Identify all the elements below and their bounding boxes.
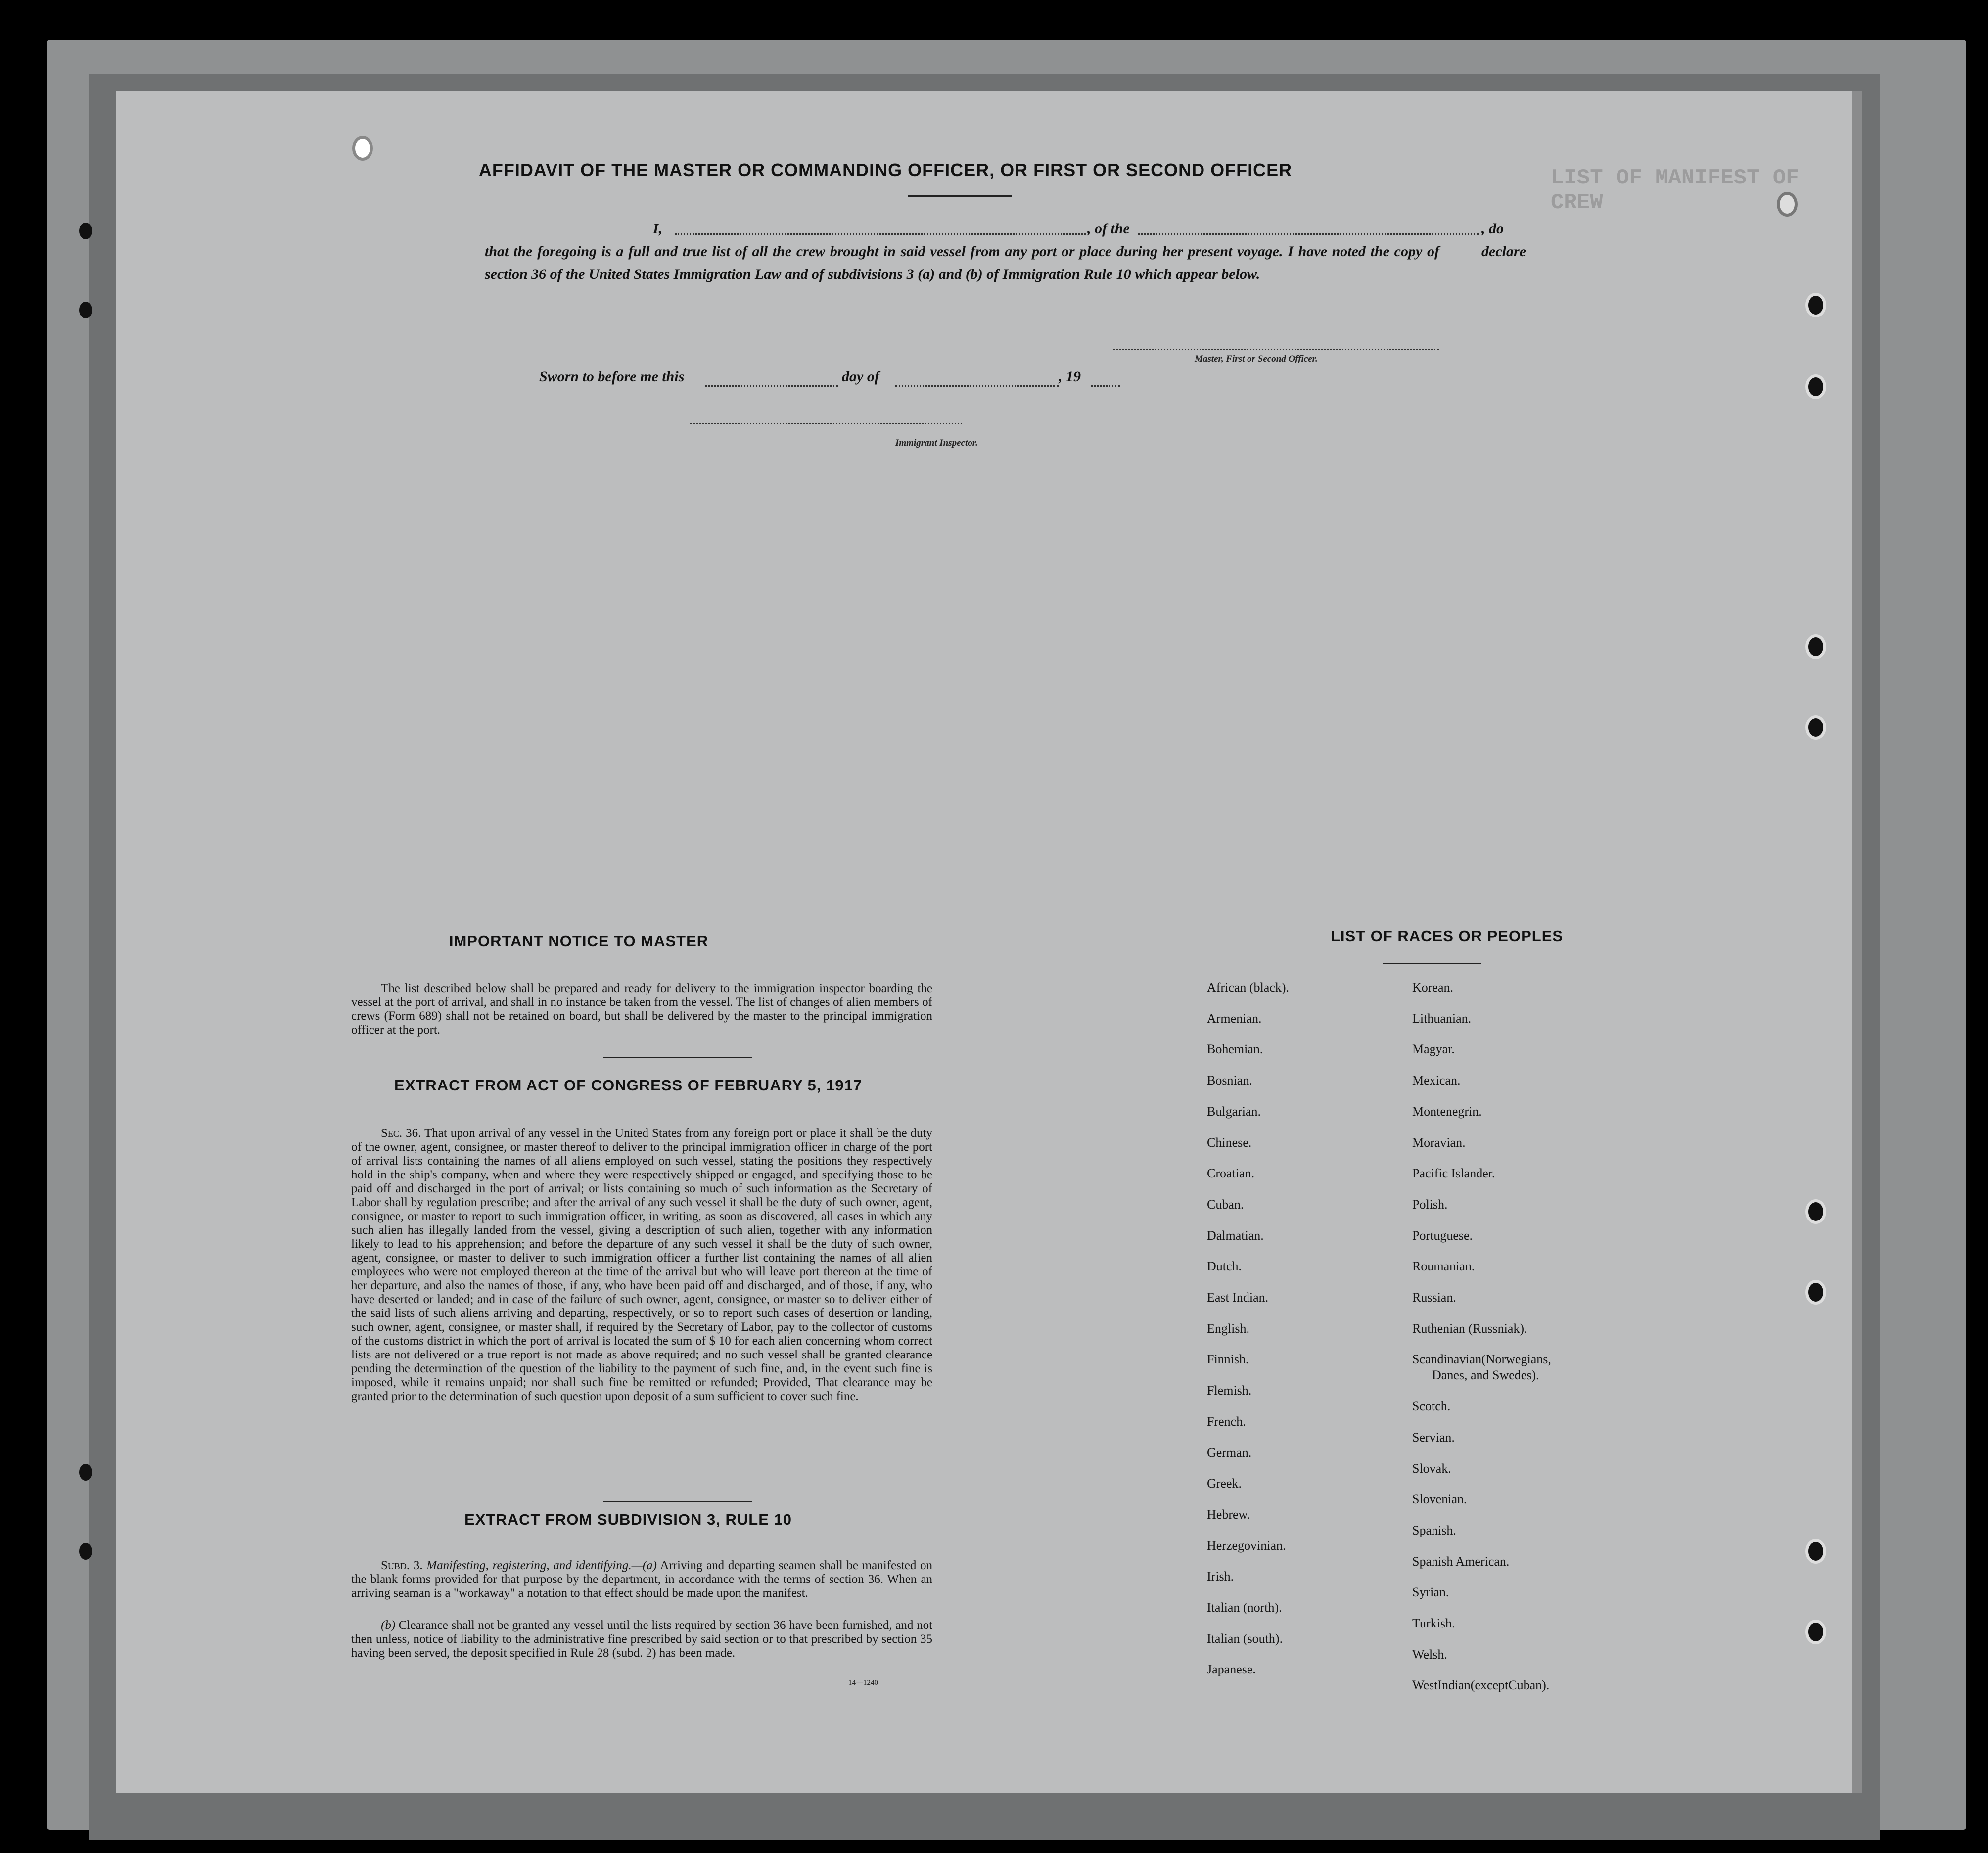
race-item: Japanese. bbox=[1207, 1662, 1256, 1677]
race-item: Servian. bbox=[1412, 1430, 1455, 1445]
rule-text-b-body: Clearance shall not be granted any vessel until the lists required by section 36 have been furnished, and not then unless, notice of liability to the administrative fine prescribed by said section or to that prescribed by section 35 having been served, the deposit specified in Rule 28 (subd. 2) has been made. bbox=[351, 1619, 933, 1660]
race-item: Cuban. bbox=[1207, 1197, 1244, 1212]
race-item: English. bbox=[1207, 1321, 1249, 1336]
rule-title: EXTRACT FROM SUBDIVISION 3, RULE 10 bbox=[464, 1511, 792, 1528]
affidavit-of-the: , of the bbox=[1087, 221, 1130, 237]
race-item: Moravian. bbox=[1412, 1135, 1466, 1150]
race-item: Spanish. bbox=[1412, 1523, 1456, 1537]
rule-subd-label: Subd. 3. bbox=[381, 1559, 423, 1572]
binder-hole bbox=[1805, 634, 1826, 659]
rule-text-b bbox=[351, 1619, 932, 1660]
affidavit-declare: , do declare bbox=[1481, 221, 1526, 260]
race-item: German. bbox=[1207, 1445, 1252, 1460]
race-item: African (black). bbox=[1207, 980, 1290, 994]
binder-hole bbox=[1805, 1620, 1826, 1644]
race-item: Lithuanian. bbox=[1412, 1011, 1472, 1026]
binder-hole bbox=[1805, 374, 1826, 399]
sworn-text: Sworn to before me this bbox=[539, 368, 685, 385]
inspector-caption: Immigrant Inspector. bbox=[895, 438, 978, 448]
race-item: Korean. bbox=[1412, 980, 1454, 994]
race-item: Italian (north). bbox=[1207, 1600, 1282, 1615]
race-item: Roumanian. bbox=[1412, 1259, 1475, 1274]
race-item: Chinese. bbox=[1207, 1135, 1252, 1150]
race-item: Pacific Islander. bbox=[1412, 1166, 1495, 1181]
binder-hole bbox=[1805, 293, 1826, 317]
race-item: Russian. bbox=[1412, 1290, 1456, 1305]
race-item: Montenegrin. bbox=[1412, 1104, 1482, 1119]
act-sec-label: Sec. 36. bbox=[381, 1127, 421, 1140]
race-item: Slovenian. bbox=[1412, 1492, 1467, 1507]
form-number: 14—1240 bbox=[848, 1679, 878, 1687]
affidavit-title: AFFIDAVIT OF THE MASTER OR COMMANDING OFFICER, OR FIRST OR SECOND OFFICER bbox=[478, 160, 1293, 180]
race-item: Mexican. bbox=[1412, 1073, 1461, 1088]
day-of-text: day of bbox=[842, 368, 879, 385]
act-title: EXTRACT FROM ACT OF CONGRESS OF FEBRUARY 5, 1917 bbox=[394, 1077, 862, 1094]
vessel-field[interactable] bbox=[1138, 233, 1479, 235]
rule-text-a bbox=[351, 1559, 932, 1600]
race-item: Dutch. bbox=[1207, 1259, 1242, 1274]
notice-title: IMPORTANT NOTICE TO MASTER bbox=[449, 932, 709, 949]
race-item: Italian (south). bbox=[1207, 1631, 1283, 1646]
affidavit-text: that the foregoing is a full and true list of all the crew brought in said vessel from any port or place during her present voyage. I have noted the copy of section 36 of the United States Immigration Law and of subdivisions 3 (a) and (b) of Immigration Rule 10 which appear below. bbox=[485, 243, 1439, 282]
left-binder-hole bbox=[79, 223, 92, 239]
race-item: Flemish. bbox=[1207, 1383, 1252, 1398]
race-item: Scotch. bbox=[1412, 1399, 1451, 1414]
race-item: Scandinavian(Norwegians, bbox=[1412, 1352, 1551, 1367]
left-binder-hole bbox=[79, 1543, 92, 1560]
inspector-signature-field[interactable] bbox=[690, 423, 962, 424]
race-item: Welsh. bbox=[1412, 1647, 1447, 1662]
race-item: Armenian. bbox=[1207, 1011, 1262, 1026]
race-item: Bosnian. bbox=[1207, 1073, 1252, 1088]
race-item: Hebrew. bbox=[1207, 1507, 1250, 1522]
race-item: Syrian. bbox=[1412, 1585, 1449, 1600]
race-item: Polish. bbox=[1412, 1197, 1448, 1212]
left-binder-hole bbox=[79, 1464, 92, 1481]
binder-hole bbox=[1777, 192, 1798, 217]
act-text: That upon arrival of any vessel in the United States from any foreign port or place it shall be the duty of the owner, agent, consignee, or master thereof to deliver to the principal immigration officer in charge of the port of arrival lists containing the names of all aliens employed on such vessel, stating the positions they respectively hold in the ship's company, when and where they were respectively shipped or engaged, and specifying those to be paid off and discharged in the port of arrival; or lists containing so much of such information as the Secretary of Labor shall by regulation prescribe; and after the arrival of any such vessel it shall be the duty of such owner, agent, consignee, or master to report to such immigration officer, in writing, as soon as discovered, all cases in which any such alien has illegally landed from the vessel, giving a description of such alien, together with any information likely to lead to his apprehension; and before the departure of any such vessel it shall be the duty of such owner, agent, consignee, or master to deliver to such immigration officer a further list containing the names of all alien employees who were not employed thereon at the time of the arrival but who will leave port thereon at the time of her departure, and also the names of those, if any, who have been paid off and discharged, and of those, if any, who have deserted or landed; and in case of the failure of such owner, agent, consignee, or master so to deliver either of the said lists of such aliens arriving and departing, respectively, or so to report such cases of desertion or landing, such owner, agent, consignee, or master shall, if required by the Secretary of Labor, pay to the collector of customs of the customs district in which the port of arrival is located the sum of $ 10 for each alien concerning whom correct lists are not delivered or a true report is not made as above required; and no such vessel shall be granted clearance pending the determination of the question of the liability to the payment of such fine, and, in the event such fine is imposed, while it remains unpaid; nor shall such fine be remitted or refunded; Provided, That clearance may be granted prior to the determination of such question upon deposit of a sum sufficient to cover such fine. bbox=[351, 1127, 932, 1403]
race-item: Slovak. bbox=[1412, 1461, 1451, 1476]
sworn-day-field[interactable] bbox=[705, 385, 838, 387]
race-item: Herzegovinian. bbox=[1207, 1538, 1286, 1553]
race-item: Croatian. bbox=[1207, 1166, 1255, 1181]
race-item: Portuguese. bbox=[1412, 1228, 1473, 1243]
race-item: WestIndian(exceptCuban). bbox=[1412, 1678, 1550, 1693]
binder-hole bbox=[352, 136, 373, 161]
signature-field[interactable] bbox=[1113, 349, 1439, 350]
races-rule bbox=[1383, 963, 1481, 964]
document-page: LIST OF MANIFEST OF CREW AFFIDAVIT OF THE MASTER OR COMMANDING OFFICER, OR FIRST OR SECOND OFFICER I, , of the , do declare that the foregoing is a full and true list of all the crew brought in said vessel from any port or place during her present voyage. I have noted the copy of section 36 of the United States Immigration Law and of subdivisions 3 (a) and (b) of Immigration Rule 10 which appear below. Master, First or Second Officer. Sworn to before me this day of , 19 Immigrant Inspector. IMPORTANT NOTICE TO MASTER The list described below shall be prepared and ready for delivery to the immigration inspector boarding the vessel at the port of arrival, and shall in no instance be taken from the vessel. The list of changes of alien members of crews (Form 689) shall not be retained on board, but shall be delivered by the master to the principal immigration officer at the port. EXTRACT FROM ACT OF CONGRESS OF FEBRUARY 5, 1917 Sec. 36. That upon arrival of any vessel in the United States from any foreign port or place it shall be the duty of the owner, agent, consignee, or master thereof to deliver to the principal immigration officer in charge of the port of arrival lists containing the names of all aliens employed on such vessel, stating the positions they respectively hold in the ship's company, when and where they were respectively shipped or engaged, and specifying those to be paid off and discharged in the port of arrival; or lists containing so much of such information as the Secretary of Labor shall by regulation prescribe; and after the arrival of any such vessel it shall be the duty of such owner, agent, consignee, or master to report to such immigration officer, in writing, as soon as discovered, all cases in which any such alien has illegally landed from the vessel, giving a description of such alien, together with any information likely to lead to his apprehension; and before the departure of any such vessel it shall be the duty of such owner, agent, consignee, or master to deliver to such immigration officer a further list containing the names of all alien employees who were not employed thereon at the time of the arrival but who will leave port thereon at the time of her departure, and also the names of those, if any, who have been paid off and discharged, and of those, if any, who have deserted or landed; and in case of the failure of such owner, agent, consignee, or master so to deliver either of the said lists of such aliens arriving and departing, respectively, or so to report such cases of desertion or landing, such owner, agent, consignee, or master shall, if required by the Secretary of Labor, pay to the collector of customs of the customs district in which the port of arrival is located the sum of $ 10 for each alien concerning whom correct lists are not delivered or a true report is not made as above required; and no such vessel shall be granted clearance pending the determination of the question of the liability to the payment of such fine, and, in the event such fine is imposed, while it remains unpaid; nor shall such fine be remitted or refunded; Provided, That clearance may be granted prior to the determination of such question upon deposit of a sum sufficient to cover such fine. EXTRACT FROM SUBDIVISION 3, RULE 10 Subd. 3. Manifesting, registering, and identifying.—(a) Arriving and departing seamen shall be manifested on the blank forms provided for that purpose by the department, in accordance with the terms of section 36. When an arriving seaman is a "workaway" a notation to that effect should be made upon the manifest. (b) Clearance shall not be granted any vessel until the lists required by section 36 have been furnished, and not then unless, notice of liability to the administrative fine prescribed by said section or to that prescribed by section 35 having been served, the deposit specified in Rule 28 (subd. 2) has been made. 14—1240 LIST OF RACES OR PEOPLES African (black). Armenian. Bohemian. Bosnian. Bulgarian. Chinese. Croatian. Cuban. Dalmatian. Dutch. East Indian. English. Finnish. Flemish. French. German. Greek. Hebrew. Herzegovinian. Irish. Italian (north). Italian (south). Japanese. Korean. Lithuanian. Magyar. Mexican. Montenegrin. Moravian. Pacific Islander. Polish. Portuguese. Roumanian. Russian. Ruthenian (Russniak). Scandinavian(Norwegians, Danes, and Swedes). Scotch. Servian. Slovak. Slovenian. Spanish. Spanish American. Syrian. Turkish. Welsh. WestIndian(exceptCuban). bbox=[116, 91, 1862, 1793]
race-item: French. bbox=[1207, 1414, 1246, 1429]
affidavit-i: I, bbox=[653, 221, 663, 237]
race-item: Turkish. bbox=[1412, 1616, 1455, 1630]
binder-hole bbox=[1805, 1539, 1826, 1564]
race-item: Magyar. bbox=[1412, 1042, 1455, 1057]
races-title: LIST OF RACES OR PEOPLES bbox=[1330, 927, 1564, 945]
name-field[interactable] bbox=[675, 233, 1086, 235]
act-rule bbox=[603, 1501, 752, 1502]
act-text-block bbox=[351, 1127, 932, 1403]
year-prefix: , 19 bbox=[1059, 368, 1081, 385]
race-item: Bulgarian. bbox=[1207, 1104, 1261, 1119]
signature-caption: Master, First or Second Officer. bbox=[1195, 354, 1318, 364]
race-item: Finnish. bbox=[1207, 1352, 1249, 1367]
race-item: Irish. bbox=[1207, 1569, 1234, 1584]
race-item: Greek. bbox=[1207, 1476, 1242, 1491]
rule-text-a-body: Arriving and departing seamen shall be manifested on the blank forms provided for that purpose by the department, in accordance with the terms of section 36. When an arriving seaman is a "workaway" a notation to that effect should be made upon the manifest. bbox=[351, 1559, 933, 1600]
sworn-month-field[interactable] bbox=[895, 385, 1059, 387]
race-item: Ruthenian (Russniak). bbox=[1412, 1321, 1527, 1336]
page-edge-strip bbox=[1852, 91, 1862, 1793]
binder-hole bbox=[1805, 1280, 1826, 1305]
notice-text: The list described below shall be prepared and ready for delivery to the immigration inspector boarding the vessel at the port of arrival, and shall in no instance be taken from the vessel. The list of changes of alien members of crews (Form 689) shall not be retained on board, but shall be delivered by the master to the principal immigration officer at the port. bbox=[351, 982, 932, 1037]
sworn-line bbox=[539, 368, 1232, 391]
race-item: Dalmatian. bbox=[1207, 1228, 1264, 1243]
sworn-year-field[interactable] bbox=[1091, 385, 1120, 387]
notice-rule bbox=[603, 1057, 752, 1058]
binder-hole bbox=[1805, 715, 1826, 740]
affidavit-body bbox=[485, 218, 1526, 286]
binder-hole bbox=[1805, 1199, 1826, 1224]
left-binder-hole bbox=[79, 302, 92, 318]
rule-subd-italic: Manifesting, registering, and identifying.—(a) bbox=[426, 1559, 657, 1572]
affidavit-title-rule bbox=[908, 195, 1012, 197]
rule-b-label: (b) bbox=[381, 1619, 396, 1632]
race-item: East Indian. bbox=[1207, 1290, 1269, 1305]
race-item: Spanish American. bbox=[1412, 1554, 1510, 1569]
race-item: Bohemian. bbox=[1207, 1042, 1263, 1057]
race-item: Danes, and Swedes). bbox=[1432, 1368, 1539, 1383]
